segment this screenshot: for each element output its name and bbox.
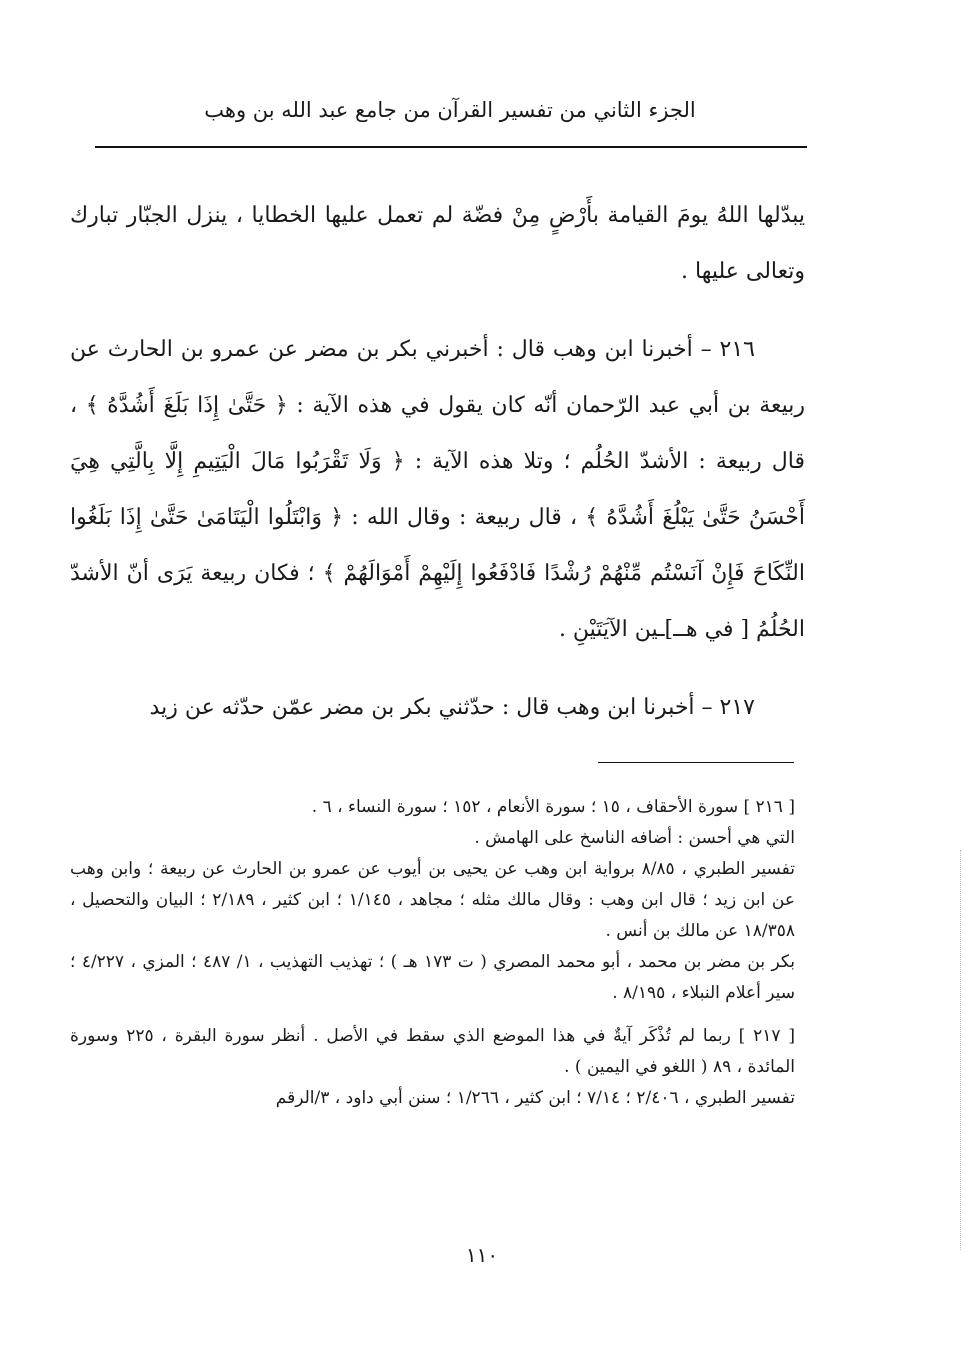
footnote-217-line: تفسير الطبري ، ٢/٤٠٦ ؛ ٧/١٤ ؛ ابن كثير ، ١/٢٦٦ ؛ سنن أبي داود ، ٣/الرقم: [275, 1088, 795, 1108]
footnote-216-line: بكر بن مضر بن محمد ، أبو محمد المصري ( ت ١٧٣ هـ ) ؛ تهذيب التهذيب ، ١/ ٤٨٧ ؛ المزي ، ٤/٢٢٧ ؛ سير أعلام النبلاء ، ٨/١٩٥ .: [70, 952, 795, 1003]
footnote-216-line: التي هي أحسن : أضافه الناسخ على الهامش .: [474, 828, 795, 848]
header-rule: [95, 146, 807, 148]
main-text: [70, 188, 805, 736]
footnote-217-line: [ ٢١٧ ] ربما لم تُذْكَر آيةٌ في هذا الموضع الذي سقط في الأصل . أنظر سورة البقرة ، ٢٢٥ وسورة المائدة ، ٨٩ ( اللغو في اليمين ) .: [70, 1026, 795, 1077]
running-header: الجزء الثاني من تفسير القرآن من جامع عبد الله بن وهب: [204, 98, 696, 122]
paragraph-216: ٢١٦ – أخبرنا ابن وهب قال : أخبرني بكر بن مضر عن عمرو بن الحارث عن ربيعة بن أبي عبد الرّحمان أنّه كان يقول في هذه الآية : ﴿ حَتَّىٰ إِذَا بَلَغَ أَشُدَّهُ ﴾ ، قال ربيعة : الأشدّ الحُلُم ؛ وتلا هذه الآية : ﴿ وَلَا تَقْرَبُوا مَالَ الْيَتِيمِ إِلَّا بِالَّتِي هِيَ أَحْسَنُ حَتَّىٰ يَبْلُغَ أَشُدَّهُ ﴾ ، قال ربيعة : وقال الله : ﴿ وَابْتَلُوا الْيَتَامَىٰ حَتَّىٰ إِذَا بَلَغُوا النِّكَاحَ فَإِنْ آنَسْتُم مِّنْهُمْ رُشْدًا فَادْفَعُوا إِلَيْهِمْ أَمْوَالَهُمْ ﴾ ؛ فكان ربيعة يَرَى أنّ الأشدّ الحُلُمُ [ في هـ‍ـ]ـين الآيَتَيْنِ .: [70, 337, 805, 642]
footnote-216-line: تفسير الطبري ، ٨/٨٥ برواية ابن وهب عن يحيى بن أيوب عن عمرو بن الحارث عن ربيعة ؛ وابن وهب عن ابن زيد ؛ قال ابن وهب : وقال مالك مثله ؛ مجاهد ، ١/١٤٥ ؛ ابن كثير ، ٢/١٨٩ ؛ البيان والتحصيل ، ١٨/٣٥٨ عن مالك بن أنس .: [70, 859, 795, 941]
paragraph-continuation: يبدّلها اللهُ يومَ القيامة بأَرْضٍ مِنْ فضّة لم تعمل عليها الخطايا ، ينزل الجبّار تبارك وتعالى عليها .: [70, 203, 805, 284]
footnote-rule: [598, 762, 794, 763]
footnote-216-line: [ ٢١٦ ] سورة الأحقاف ، ١٥ ؛ سورة الأنعام ، ١٥٢ ؛ سورة النساء ، ٦ .: [311, 797, 795, 817]
scan-edge: [958, 850, 961, 1250]
paragraph-217: ٢١٧ – أخبرنا ابن وهب قال : حدّثني بكر بن مضر عمّن حدّثه عن زيد: [149, 695, 755, 720]
page-number: ١١٠: [465, 1243, 499, 1267]
footnotes: [70, 792, 795, 1114]
